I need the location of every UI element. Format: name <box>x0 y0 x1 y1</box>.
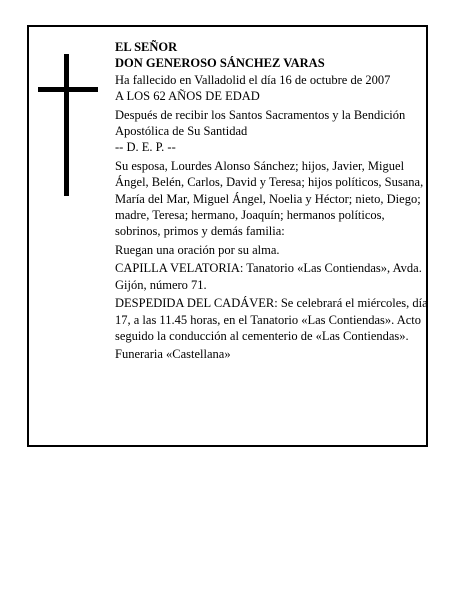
sacraments-line: Después de recibir los Santos Sacramentos y la Bendición Apostólica de Su Santidad <box>115 107 406 139</box>
title-line: EL SEÑOR <box>115 40 178 54</box>
dep-line: -- D. E. P. -- <box>115 140 176 155</box>
wake-paragraph: CAPILLA VELATORIA: Tanatorio «Las Contiendas», Avda. Gijón, número 71. <box>115 261 422 292</box>
obituary-text <box>115 39 429 363</box>
cross-icon <box>38 54 98 196</box>
death-line: Ha fallecido en Valladolid el día 16 de octubre de 2007 <box>115 72 391 87</box>
cross-horizontal-bar <box>38 87 98 92</box>
age-line: A LOS 62 AÑOS DE EDAD <box>115 89 260 104</box>
farewell-paragraph: DESPEDIDA DEL CADÁVER: Se celebrará el miércoles, día 17, a las 11.45 horas, en el Tanatorio «Las Contiendas». Acto seguido la conducción al cementerio de «Las Contiendas». <box>115 296 428 343</box>
prayer-line: Ruegan una oración por su alma. <box>115 242 280 257</box>
funeral-home-line: Funeraria «Castellana» <box>115 347 231 362</box>
cross-vertical-bar <box>64 54 69 196</box>
deceased-name: DON GENEROSO SÁNCHEZ VARAS <box>115 56 325 71</box>
family-paragraph: Su esposa, Lourdes Alonso Sánchez; hijos, Javier, Miguel Ángel, Belén, Carlos, David y Teresa; hijos políticos, Susana, María del Mar, Miguel Ángel, Noelia y Héctor; nieto, Diego; madre, Teresa; hermano, Joaquín; hermanos políticos, sobrinos, primos y demás familia: <box>115 158 424 239</box>
